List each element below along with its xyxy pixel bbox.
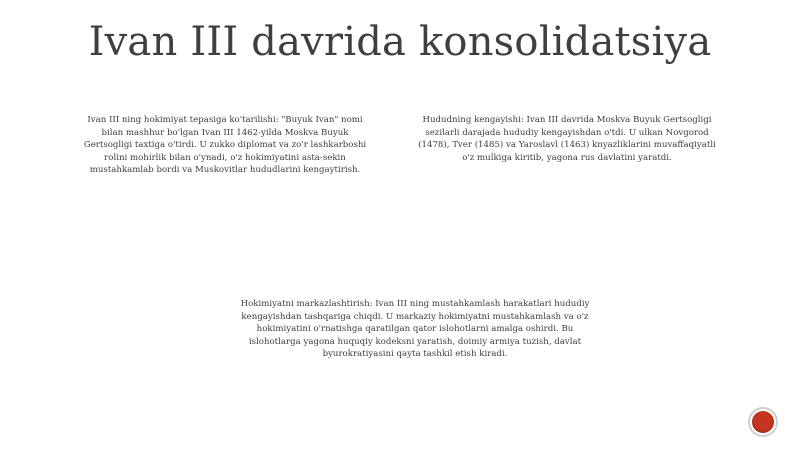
text-block-centralization: Hokimiyatni markazlashtirish: Ivan III ning mustahkamlash harakatlari hududiy kengayishdan tashqariga chiqdi. U markaziy hokimiyatni mustahkamlash va o'z hokimiyatini o'rnatishga qaratilgan qator islohotlarni amalga oshirdi. Bu islohotlarga yagona huquqiy kodeksni yaratish, doimiy armiya tuzish, davlat byurokratiyasini qayta tashkil etish kiradi. [240,299,590,360]
next-slide-button[interactable] [748,407,778,437]
slide-title: Ivan III davrida konsolidatsiya [88,19,712,65]
circle-button-icon [752,411,774,433]
text-block-rise-to-power: Ivan III ning hokimiyat tepasiga ko'tarilishi: "Buyuk Ivan" nomi bilan mashhur bo'lgan Ivan III 1462-yilda Moskva Buyuk Gertsogligi taxtiga o'tirdi. U zukko diplomat va zo'r lashkarboshi rolini mohirlik bilan o'ynadi, o'z hokimiyatini asta-sekin mustahkamlab bordi va Muskovitlar hududlarini kengaytirish. [83,115,367,176]
text-block-territorial-expansion: Hududning kengayishi: Ivan III davrida Moskva Buyuk Gertsogligi sezilarli darajada hududiy kengayishdan o'tdi. U ulkan Novgorod (1478), Tver (1485) va Yaroslavl (1463) knyazliklarini muvaffaqiyatli o'z mulkiga kiritib, yagona rus davlatini yaratdi. [418,115,716,163]
